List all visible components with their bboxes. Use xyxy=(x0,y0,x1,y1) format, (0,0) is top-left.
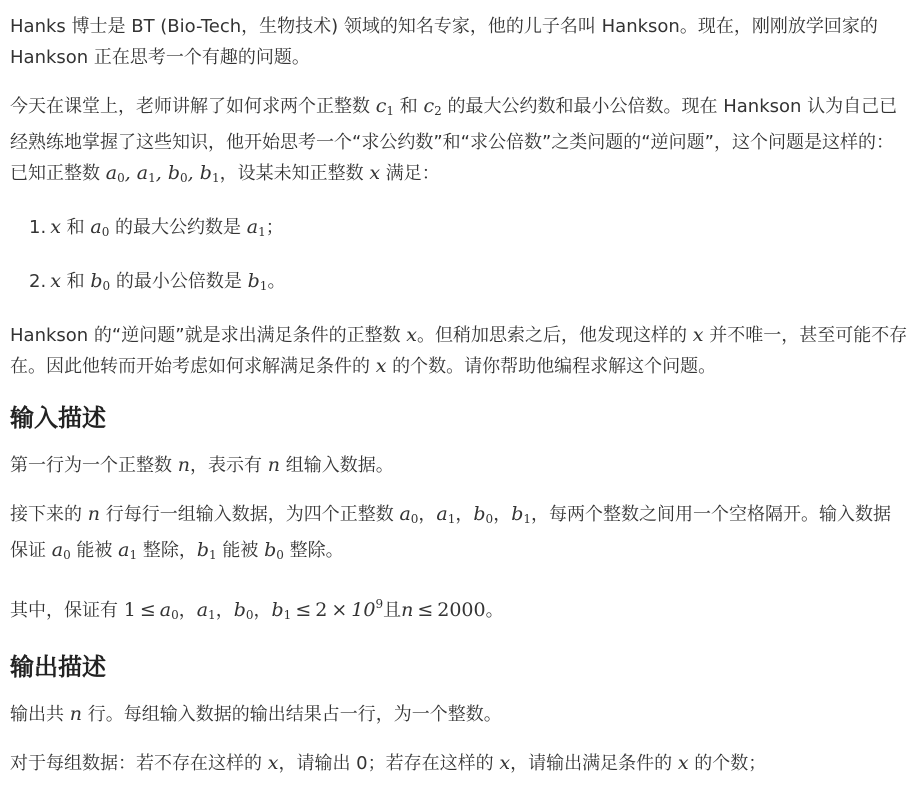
math-a1: $a_1$ xyxy=(436,503,456,526)
math-a1: $a_1$ xyxy=(118,539,138,562)
math-n: n xyxy=(267,454,280,476)
intro-paragraph: Hanks 博士是 BT (Bio-Tech，生物技术) 领域的知名专家，他的儿子名叫 Hankson。现在，刚刚放学回家的 Hankson 正在思考一个有趣的问题。 xyxy=(10,16,878,68)
condition-list xyxy=(10,212,908,302)
math-x: x xyxy=(267,752,279,774)
math-known-values: $a_0$, $a_1$, $b_0$, $b_1$ xyxy=(105,162,220,185)
math-n: n xyxy=(69,703,82,725)
math-b0: $b_0$ xyxy=(90,270,111,293)
output-line-count: 输出共 n 行。每组输入数据的输出结果占一行，为一个整数。 xyxy=(10,703,502,725)
math-x: x xyxy=(369,162,381,184)
output-heading: 输出描述 xyxy=(10,654,106,681)
math-n: n xyxy=(87,503,100,525)
math-b1: $b_1$ xyxy=(271,599,292,622)
math-x: x xyxy=(677,752,689,774)
input-rows-description: 接下来的 n 行每行一组输入数据，为四个正整数 $a_0$，$a_1$，$b_0$，$b_1$，每两个整数之间用一个空格隔开。输入数据保证 $a_0$ 能被 $a_1$ 整除，$b_1$ 能被 $b_0$ 整除。 xyxy=(10,503,891,562)
math-x: x xyxy=(375,355,387,377)
math-b1: $b_1$ xyxy=(247,270,268,293)
math-a0: $a_0$ xyxy=(90,216,110,239)
math-a0: $a_0$ xyxy=(51,539,71,562)
list-item: 1. x 和 $a_0$ 的最大公约数是 $a_1$； xyxy=(29,216,284,239)
math-b0: $b_0$ xyxy=(473,503,494,526)
math-a1: $a_1$ xyxy=(246,216,266,239)
math-x: x xyxy=(50,270,61,292)
math-x: x xyxy=(499,752,511,774)
math-n: n xyxy=(177,454,190,476)
math-b1: $b_1$ xyxy=(196,539,217,562)
math-x: x xyxy=(406,324,418,346)
math-b0: $b_0$ xyxy=(264,539,284,562)
math-power: $10^9$ xyxy=(351,597,384,621)
input-heading: 输入描述 xyxy=(10,405,106,432)
math-b1: $b_1$ xyxy=(511,503,531,526)
input-first-line: 第一行为一个正整数 n，表示有 n 组输入数据。 xyxy=(10,454,394,476)
math-c2: $c_2$ xyxy=(423,95,442,118)
math-a0: $a_0$ xyxy=(399,503,419,526)
input-constraints: 其中，保证有 $1 \le a_0$，$a_1$，$b_0$，$b_1 \le 2 \times 10^9$且n ≤ 2000。 xyxy=(10,597,504,622)
math-x: x xyxy=(692,324,704,346)
inverse-problem-paragraph: Hankson 的“逆问题”就是求出满足条件的正整数 x。但稍加思索之后，他发现这样的 x 并不唯一，甚至可能不存在。因此他转而开始考虑如何求解满足条件的 x 的个数。请你帮助他编程求解这个问题。 xyxy=(10,324,908,377)
output-rule: 对于每组数据：若不存在这样的 x，请输出 0；若存在这样的 x，请输出满足条件的 x 的个数； xyxy=(10,752,767,774)
classroom-paragraph: 今天在课堂上，老师讲解了如何求两个正整数 $c_1$ 和 $c_2$ 的最大公约数和最小公倍数。现在 Hankson 认为自己已经熟练地掌握了这些知识，他开始思考一个“求公约数”和“求公倍数”之类问题的“逆问题”，这个问题是这样的：已知正整数 $a_0$, $a_1$, $b_0$, $b_1$，设某未知正整数 x 满足： xyxy=(10,95,898,185)
math-c1: $c_1$ xyxy=(375,95,395,118)
math-n: n xyxy=(401,599,414,621)
math-a1: $a_1$ xyxy=(196,599,216,622)
math-x: x xyxy=(50,216,61,238)
list-item: 2. x 和 $b_0$ 的最小公倍数是 $b_1$。 xyxy=(29,270,286,293)
math-a0: $a_0$ xyxy=(159,599,179,622)
math-b0: $b_0$ xyxy=(233,599,254,622)
